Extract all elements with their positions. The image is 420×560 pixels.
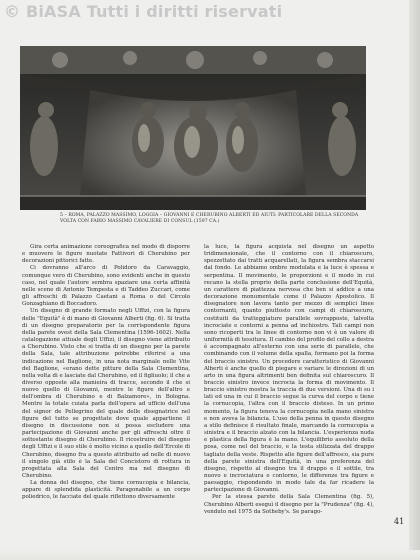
figure-caption: 5 – ROMA, PALAZZO MASSIMO, LOGGIA – GIOVANNI E CHERUBINO ALBERTI ED AIUTI: PARTICOLARE DELLA SECONDA VOLTA CON FABIO MASSIMO CAVALIERE DI CONSUL (1597 CA.) [60, 213, 359, 224]
left-column [22, 244, 190, 502]
page-number: 41 [394, 517, 405, 526]
fresco-photograph [20, 46, 366, 210]
fresco-image [20, 46, 366, 210]
paragraph: Ci dovranno all'arco di Polidoro da Caravaggio, comunque vero di Cherubino, sono evidenti anche in questo caso, nel quale l'autore sembra spaziare una certa affinità nelle scene di Antonio Tempesta e di Taddeo Zuccari, come gli affreschi di Palazzo Caetani a Roma o del Circolo Gonzaghiano di Boccadoro. [22, 265, 190, 308]
paragraph: Un disegno di grande formato negli Uffizi, con la figura delle "Equità" è di mano di Giovanni Alberti (fig. 6). Si tratta di un disegno preparatorio per la corrispondente figura della parete ovest della Sala Clementina (1596-1602). Nella catalogazione attuale degli Uffizi, il disegno viene attribuito a Cherubino. Visto che si tratta di un disegno per la parete della Sala, tale attribuzione potrebbe riferirsi a una indicazione nel Baglione, in una nota marginale nelle Vite del Baglione, «erano dette pitture della Sala Clementina, nella volta di e lasciate dal Cherubino, ed il figliuolo; il che a diverso opposte alla manieira di tracce, secondo il che si nuovo quello di Giovanni, mentre le figure dell'altro e dell'ombra di Cherubino e di Balzamore», in Bologna. Mentre la totale cuiata parla dell'opera ad ufficio dell'una del signor de Pellegrino del quale delle disegnatrice nel figure del tutto se progettate dove quale appartiene il disegno in discussione non si possa escludere una partecipazione di Giovanni anche per gli affreschi oltre il sottostante disegno di Cherubino. Il ricostruire del disegno degli Uffizi e il suo stile è molto vicino a quello dell'Ercole di Cherubino, disegno fra a questo attribuito ad nelle di nuovo il singolo già stilo è la Sala del Concistoro di rottura in progettata alla Sala del Centro ma nel disegno di Cherubino. [22, 308, 190, 479]
paragraph: la luce, la figura acquista nel disegno un aspetto tridimensionale, che il contorno con il chiaroscuro, spezzettato dai tratti acquarellati, la figura sembra staccarsi dal fondo. Le abbiamo ombre modulata e la luce è spessa e serpentina. Il movimento, le proporzioni e il modo in cui recano la stella proprio della parte conclusione dell'Equità, un carattere di piattezza nervosa che ben si addice a una decorazione monumentale come il Palazzo Apostolico. Il disegnatore non lavora tanto per mezzo di semplici linee contornanti, quanto piuttosto con campi di chiaroscuro, costituiti da tratteggiature parallele sovrapposte, talvolta incrociate e contorni a penna ad inchiostro. Tali campi non sono ricoperti tra le linee di contorno non vi è un valore di uniformità di tessitura. Il cambio del profilo del collo a destra è accompagnato all'esterno con una serie di parallele, che combinando con il volume della spalla, formano poi la forma del braccio sinistro. Un procedere caratteristico di Giovanni Alberti è anche quello di piegare e variare le direzioni di un arto in una figura altrimenti ben definita sul chiaroscuro. Il braccio sinistro invece incrocia la forma di movimento. Il braccio sinistro mostra la traccia di due versioni. Una di su i lati ed una in cui il braccio segue la curva del corpo e tiene la cornucopia, l'altra con il braccio disteso. In un primo momento, la figura teneva la cornucopia nella mano sinistra e non aveva la bilancia. L'uso della penna in questo disegno a stilo definisce il risultato finale, marcando la cornucopia a sinistra e il braccio alzato con la bilancia. L'esperienza nuda e plastica della figura è la mano. L'equilibrio assoluto della posa, come nel del braccio, e la testa stilizzata del drappo tagliato della veste. Rispetto alle figure dell'affresco, sia pure della parete sinistra dell'Equità, in una preferenza del disegno, rispetto al disegno tra il drappo e il sottile, tra nuovo e incrociatura e contorno, le differenze tra figure e paesaggio, rispondendo in modo tale da far ricadere la partecipazione di Giovanni. [204, 244, 374, 494]
page-bottom-edge [0, 550, 420, 560]
watermark: © BiASA Tutti i diritti riservati [4, 2, 283, 21]
right-column [204, 244, 374, 516]
page-spine [409, 0, 420, 560]
paragraph: Gira certa animazione coreografica nel modo di disporre e muovere le figure nuotate Fattivori di Cherubino per decorazioni pittorici fatte. [22, 244, 190, 265]
paragraph: La donna del disegno, che tiene cornucopia e bilancia, appare di splendida plasticità. Paragonabile a un corpo poliedrico, le facciate del quale riflettono diversamente [22, 480, 190, 501]
paragraph: Per la stessa parete della Sala Clementina (fig. 5), Cherubino Alberti eseguì il disegno per la "Prudenza" (fig. 4), venduto nel 1975 da Sotheby's. Se parago- [204, 494, 374, 515]
